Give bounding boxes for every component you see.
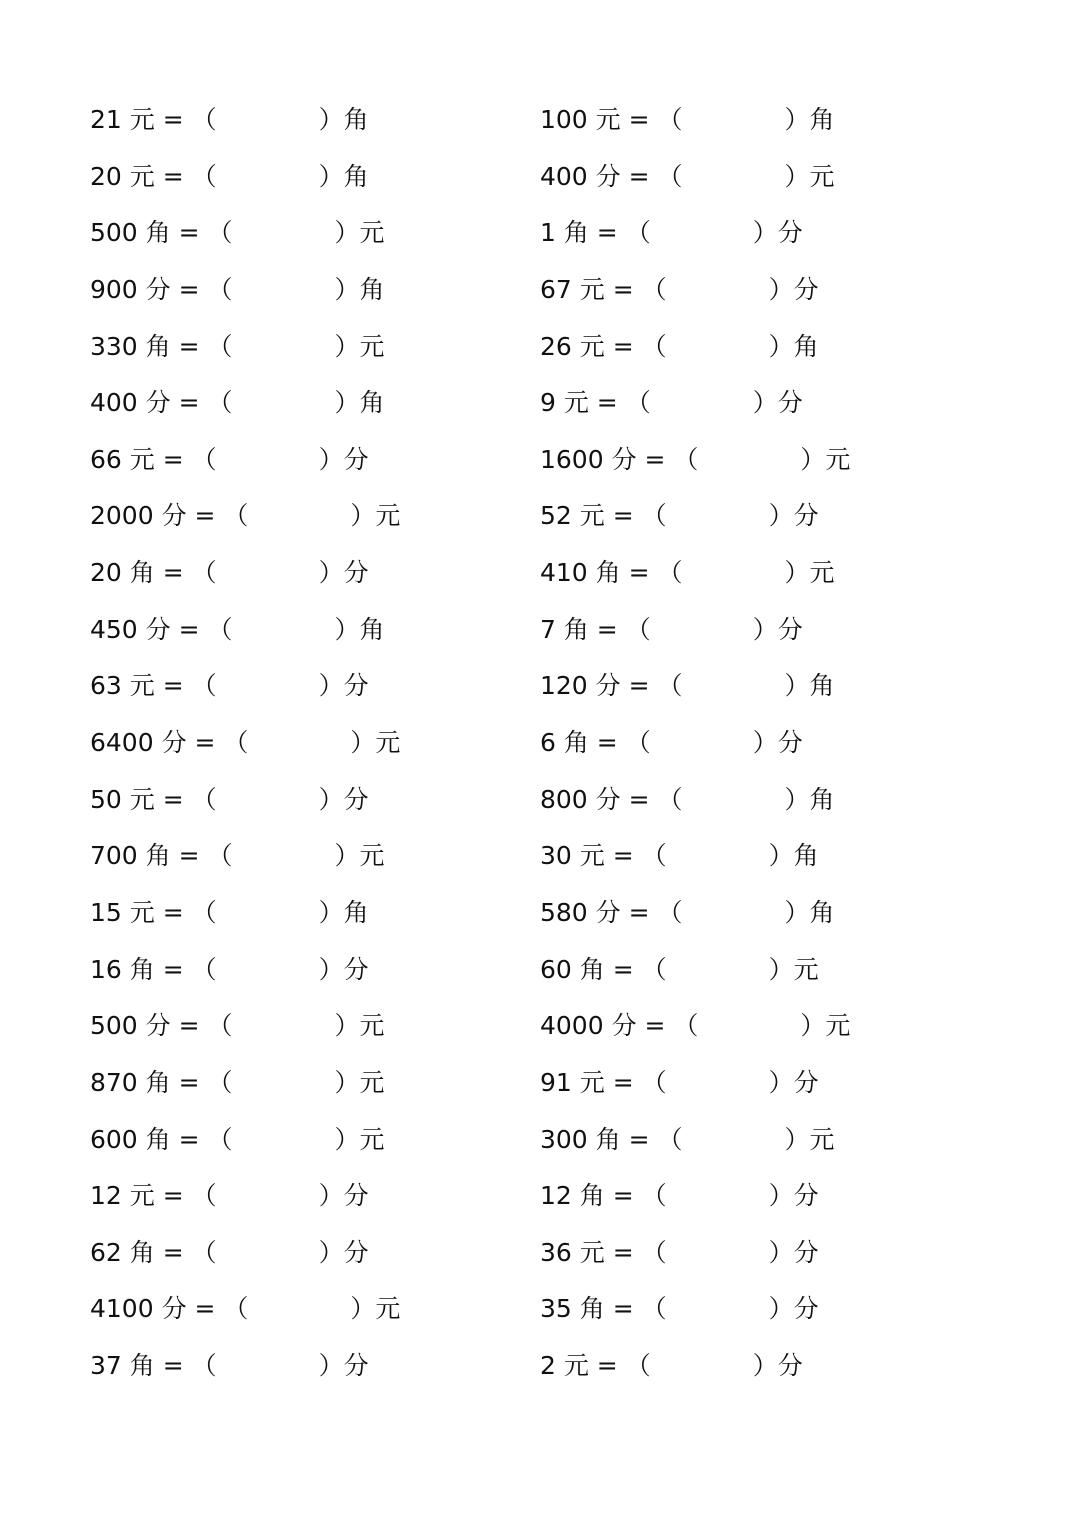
question-text: 16 角 = （ (90, 954, 217, 984)
conversion-question (90, 1225, 400, 1282)
question-text: 580 分 = （ (540, 897, 683, 927)
conversion-question (540, 885, 850, 942)
conversion-question (90, 1168, 400, 1225)
target-unit: ）分 (752, 218, 803, 248)
conversion-question (540, 1112, 850, 1169)
question-text: 500 角 = （ (90, 218, 233, 248)
target-unit: ）分 (318, 1181, 369, 1211)
target-unit: ）角 (318, 105, 369, 134)
question-text: 12 角 = （ (540, 1181, 667, 1211)
conversion-question (540, 1338, 850, 1395)
conversion-question (540, 658, 850, 715)
question-text: 12 元 = （ (90, 1181, 217, 1211)
conversion-question (90, 885, 400, 942)
question-text: 800 分 = （ (540, 784, 683, 814)
target-unit: ）角 (784, 897, 835, 927)
question-text: 330 角 = （ (90, 331, 233, 361)
target-unit: ）元 (800, 1011, 851, 1041)
question-text: 100 元 = （ (540, 105, 683, 134)
question-text: 300 角 = （ (540, 1124, 683, 1154)
question-text: 37 角 = （ (90, 1351, 217, 1381)
target-unit: ）角 (768, 841, 819, 871)
target-unit: ）分 (752, 1351, 803, 1381)
question-text: 21 元 = （ (90, 105, 217, 134)
conversion-question (540, 545, 850, 602)
target-unit: ）分 (768, 1181, 819, 1211)
conversion-question (90, 319, 400, 376)
target-unit: ）元 (350, 1294, 401, 1324)
target-unit: ）元 (784, 558, 835, 588)
conversion-question (540, 715, 850, 772)
question-text: 410 角 = （ (540, 558, 683, 588)
conversion-question (90, 772, 400, 829)
target-unit: ）元 (334, 1067, 385, 1097)
target-unit: ）元 (784, 161, 835, 191)
conversion-question (90, 1112, 400, 1169)
conversion-question (540, 319, 850, 376)
question-text: 400 分 = （ (540, 161, 683, 191)
conversion-question (540, 1168, 850, 1225)
target-unit: ）分 (768, 501, 819, 531)
question-text: 66 元 = （ (90, 444, 217, 474)
conversion-question (90, 149, 400, 206)
target-unit: ）元 (334, 1011, 385, 1041)
conversion-question (90, 92, 400, 149)
conversion-question (540, 488, 850, 545)
target-unit: ）角 (318, 161, 369, 191)
question-text: 63 元 = （ (90, 671, 217, 701)
question-text: 50 元 = （ (90, 784, 217, 814)
conversion-question (90, 545, 400, 602)
target-unit: ）角 (318, 897, 369, 927)
target-unit: ）分 (318, 1237, 369, 1267)
question-text: 4000 分 = （ (540, 1011, 699, 1041)
conversion-question (90, 432, 400, 489)
target-unit: ）分 (318, 784, 369, 814)
conversion-question (540, 1225, 850, 1282)
conversion-question (540, 205, 850, 262)
conversion-question (90, 1281, 400, 1338)
target-unit: ）元 (350, 728, 401, 758)
question-text: 600 角 = （ (90, 1124, 233, 1154)
conversion-question (90, 828, 400, 885)
question-text: 62 角 = （ (90, 1237, 217, 1267)
question-text: 52 元 = （ (540, 501, 667, 531)
question-text: 870 角 = （ (90, 1067, 233, 1097)
question-text: 30 元 = （ (540, 841, 667, 871)
target-unit: ）分 (318, 444, 369, 474)
conversion-question (540, 375, 850, 432)
target-unit: ）元 (768, 954, 819, 984)
conversion-question (540, 1055, 850, 1112)
conversion-question (90, 1055, 400, 1112)
target-unit: ）元 (334, 218, 385, 248)
target-unit: ）元 (784, 1124, 835, 1154)
question-text: 35 角 = （ (540, 1294, 667, 1324)
target-unit: ）元 (800, 444, 851, 474)
question-text: 700 角 = （ (90, 841, 233, 871)
target-unit: ）元 (334, 331, 385, 361)
target-unit: ）分 (318, 954, 369, 984)
target-unit: ）分 (318, 1351, 369, 1381)
conversion-question (540, 942, 850, 999)
conversion-question (90, 602, 400, 659)
conversion-question (90, 262, 400, 319)
conversion-question (90, 205, 400, 262)
target-unit: ）角 (768, 331, 819, 361)
target-unit: ）角 (784, 105, 835, 134)
question-text: 67 元 = （ (540, 274, 667, 304)
question-text: 91 元 = （ (540, 1067, 667, 1097)
target-unit: ）元 (334, 841, 385, 871)
conversion-question (90, 658, 400, 715)
target-unit: ）角 (334, 388, 385, 418)
conversion-question (90, 942, 400, 999)
question-text: 9 元 = （ (540, 388, 651, 418)
question-text: 900 分 = （ (90, 274, 233, 304)
target-unit: ）角 (334, 614, 385, 644)
target-unit: ）分 (752, 728, 803, 758)
question-text: 7 角 = （ (540, 614, 651, 644)
question-text: 2000 分 = （ (90, 501, 249, 531)
question-text: 6400 分 = （ (90, 728, 249, 758)
conversion-question (540, 998, 850, 1055)
conversion-question (90, 488, 400, 545)
target-unit: ）角 (784, 784, 835, 814)
conversion-question (90, 1338, 400, 1395)
question-text: 20 角 = （ (90, 558, 217, 588)
conversion-question (540, 262, 850, 319)
question-text: 400 分 = （ (90, 388, 233, 418)
question-text: 60 角 = （ (540, 954, 667, 984)
conversion-question (540, 828, 850, 885)
question-text: 2 元 = （ (540, 1351, 651, 1381)
target-unit: ）分 (768, 1294, 819, 1324)
target-unit: ）元 (334, 1124, 385, 1154)
left-question-column (90, 92, 400, 1395)
target-unit: ）分 (318, 671, 369, 701)
target-unit: ）分 (318, 558, 369, 588)
question-text: 1 角 = （ (540, 218, 651, 248)
question-text: 36 元 = （ (540, 1237, 667, 1267)
question-text: 4100 分 = （ (90, 1294, 249, 1324)
question-text: 450 分 = （ (90, 614, 233, 644)
question-text: 1600 分 = （ (540, 444, 699, 474)
question-text: 6 角 = （ (540, 728, 651, 758)
conversion-question (540, 149, 850, 206)
conversion-question (540, 602, 850, 659)
target-unit: ）角 (334, 274, 385, 304)
target-unit: ）元 (350, 501, 401, 531)
target-unit: ）分 (768, 1067, 819, 1097)
conversion-question (90, 375, 400, 432)
conversion-question (540, 772, 850, 829)
question-text: 500 分 = （ (90, 1011, 233, 1041)
target-unit: ）分 (768, 274, 819, 304)
question-text: 20 元 = （ (90, 161, 217, 191)
question-text: 120 分 = （ (540, 671, 683, 701)
conversion-question (90, 715, 400, 772)
target-unit: ）分 (768, 1237, 819, 1267)
target-unit: ）分 (752, 388, 803, 418)
question-text: 15 元 = （ (90, 897, 217, 927)
conversion-question (90, 998, 400, 1055)
right-question-column (540, 92, 850, 1395)
target-unit: ）角 (784, 671, 835, 701)
conversion-question (540, 92, 850, 149)
conversion-question (540, 1281, 850, 1338)
conversion-question (540, 432, 850, 489)
target-unit: ）分 (752, 614, 803, 644)
question-text: 26 元 = （ (540, 331, 667, 361)
